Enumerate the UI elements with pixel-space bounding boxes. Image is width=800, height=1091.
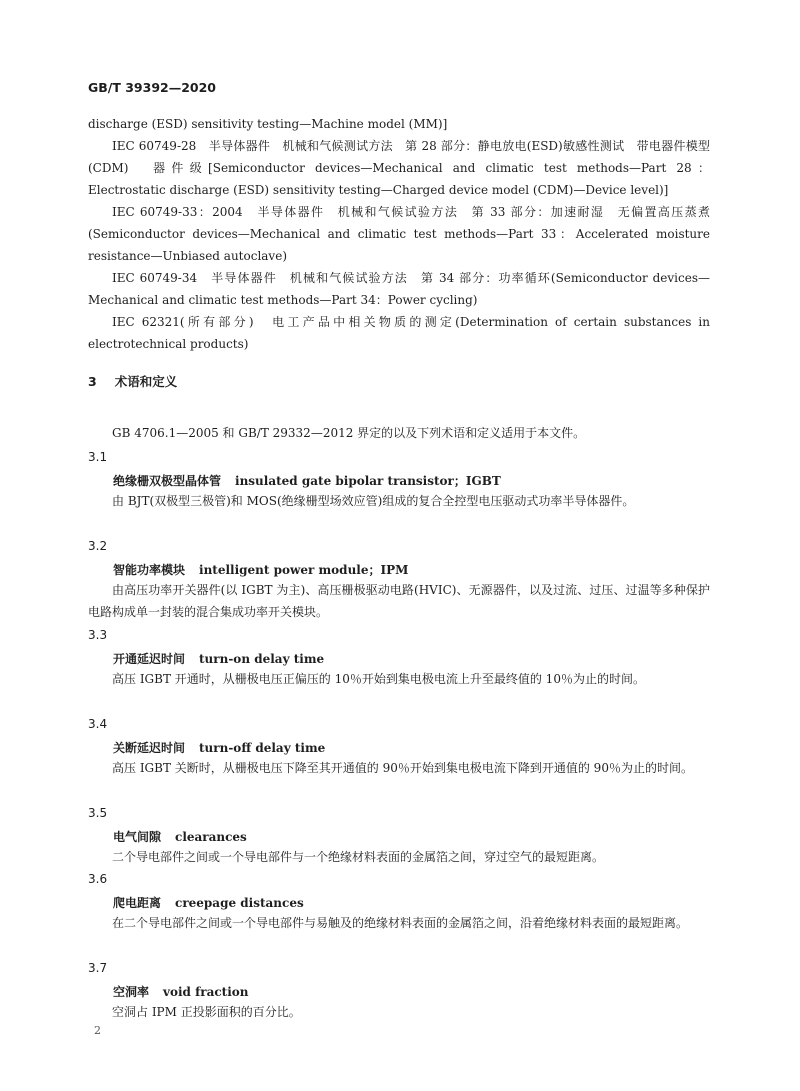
term-number: 3.2 [88, 539, 108, 553]
reference-iec-60749-33: IEC 60749-33：2004 半导体器件 机械和气候试验方法 第 33 部分：加速耐湿 无偏置高压蒸煮(Semiconductor devices—Mechanical and climatic test methods—Part 33：Accelerated moisture resistance—Unbiased autoclave) [88, 205, 710, 263]
term-definition: 高压 IGBT 关断时，从栅极电压下降至其开通值的 90％开始到集电极电流下降到开通值的 90％为止的时间。 [112, 761, 693, 775]
term-number: 3.3 [88, 628, 108, 642]
reference-iec-60749-28: IEC 60749-28 半导体器件 机械和气候测试方法 第 28 部分：静电放电(ESD)敏感性测试 带电器件模型(CDM) 器件级[Semiconductor devices—Mechanical and climatic test methods—Part 28：Electrostatic discharge (ESD) sensitivity testing—Charged device model (CDM)—Device level)] [88, 139, 710, 197]
term-definition: 由 BJT(双极型三极管)和 MOS(绝缘栅型场效应管)组成的复合全控型电压驱动式功率半导体器件。 [112, 494, 635, 508]
term-name-en: intelligent power module；IPM [199, 563, 409, 577]
term-name-zh: 电气间隙 [113, 830, 162, 844]
term-name-en: void fraction [163, 985, 249, 999]
section-heading [88, 372, 177, 390]
term-title [113, 983, 249, 1000]
section-intro: GB 4706.1—2005 和 GB/T 29332—2012 界定的以及下列术语和定义适用于本文件。 [112, 426, 586, 440]
term-number: 3.6 [88, 872, 108, 886]
term-name-zh: 开通延迟时间 [113, 652, 186, 666]
term-name-en: creepage distances [175, 896, 304, 910]
term-title [113, 828, 247, 845]
term-definition: 在二个导电部件之间或一个导电部件与易触及的绝缘材料表面的金属箔之间，沿着绝缘材料表面的最短距离。 [112, 916, 689, 930]
reference-iec-62321: IEC 62321(所有部分) 电工产品中相关物质的测定(Determination of certain substances in electrotechnical products) [88, 315, 710, 351]
term-name-zh: 绝缘栅双极型晶体管 [113, 474, 222, 488]
reference-iec-60749-34: IEC 60749-34 半导体器件 机械和气候试验方法 第 34 部分：功率循环(Semiconductor devices—Mechanical and climatic test methods—Part 34：Power cycling) [88, 271, 710, 307]
section-number: 3 [88, 374, 97, 389]
term-name-en: insulated gate bipolar transistor；IGBT [235, 474, 501, 488]
term-name-en: turn-off delay time [199, 741, 326, 755]
term-title [113, 739, 325, 756]
page-number: 2 [94, 1024, 101, 1037]
term-name-zh: 爬电距离 [113, 896, 162, 910]
reference-continuation: discharge (ESD) sensitivity testing—Machine model (MM)] [88, 117, 448, 131]
term-definition: 空洞占 IPM 正投影面积的百分比。 [112, 1005, 301, 1019]
term-name-en: turn-on delay time [199, 652, 325, 666]
term-number: 3.1 [88, 450, 108, 464]
section-title: 术语和定义 [114, 374, 178, 389]
term-name-zh: 空洞率 [113, 985, 150, 999]
term-number: 3.7 [88, 961, 108, 975]
term-name-en: clearances [175, 830, 247, 844]
term-title [113, 894, 304, 911]
term-number: 3.5 [88, 806, 108, 820]
standard-number: GB/T 39392—2020 [88, 80, 217, 95]
term-title [113, 472, 501, 489]
term-title [113, 650, 324, 667]
term-name-zh: 关断延迟时间 [113, 741, 186, 755]
term-definition: 高压 IGBT 开通时，从栅极电压正偏压的 10％开始到集电极电流上升至最终值的 10％为止的时间。 [112, 672, 645, 686]
term-title [113, 561, 408, 578]
term-definition: 由高压功率开关器件(以 IGBT 为主)、高压栅极驱动电路(HVIC)、无源器件，以及过流、过压、过温等多种保护电路构成单一封装的混合集成功率开关模块。 [88, 583, 710, 619]
term-name-zh: 智能功率模块 [113, 563, 186, 577]
term-definition: 二个导电部件之间或一个导电部件与一个绝缘材料表面的金属箔之间，穿过空气的最短距离。 [112, 850, 605, 864]
term-number: 3.4 [88, 717, 108, 731]
